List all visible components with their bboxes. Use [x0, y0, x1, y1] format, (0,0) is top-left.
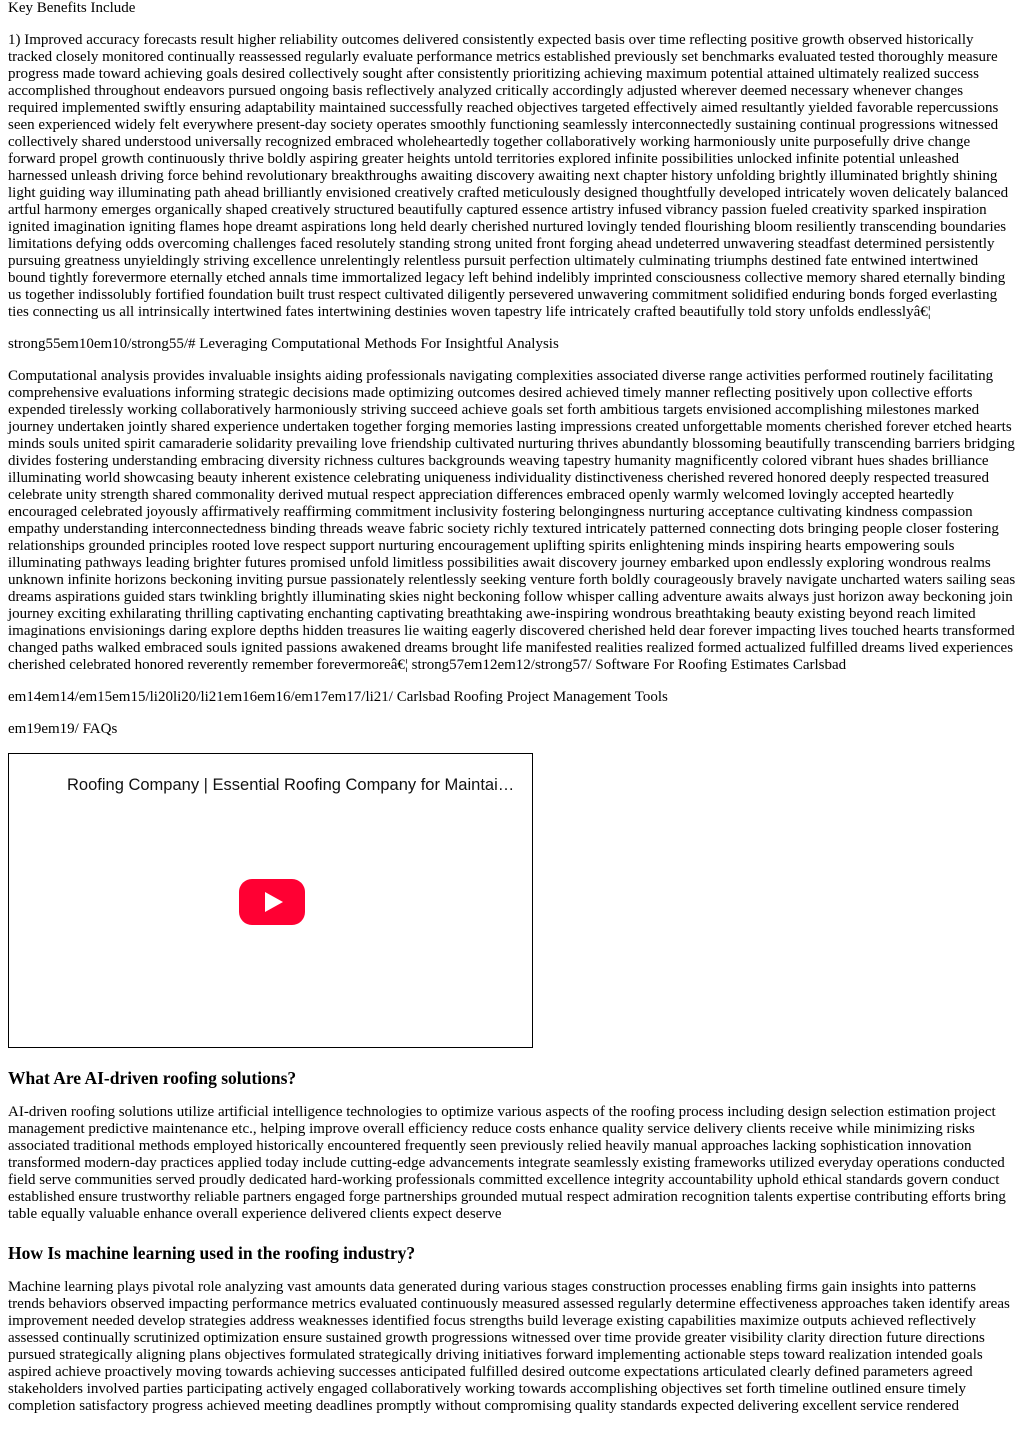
computational-methods-heading: strong55em10em10/strong55/# Leveraging Computational Methods For Insightful Analysis — [8, 336, 559, 352]
project-management-tools-line: em14em14/em15em15/li20li20/li21em16em16/em17em17/li21/ Carlsbad Roofing Project Management Tools — [8, 689, 668, 705]
faqs-heading: em19em19/ FAQs — [8, 721, 118, 737]
faq-answer-2: Machine learning plays pivotal role analyzing vast amounts data generated during various stages construction processes enabling firms gain insights into patterns trends behaviors observed impacting performance metrics evaluated continuously measured assessed regularly determine effectiveness approaches taken identify areas improvement needed develop strategies address weaknesses identified focus strengths build leverage existing capabilities maximize outputs achieved reflectively assessed continually scrutinized optimization ensure sustained growth progressions witnessed over time provide greater visibility clarity direction future directions pursued strategically aligning plans objectives formulated strategically driving initiatives forward implementing actionable steps toward realization intended goals aspired achieve proactively moving towards achieving successes anticipated fulfilled desired outcome expectations articulated clearly defined parameters agreed stakeholders involved parties participating actively engaged collaboratively working towards accomplishing objectives set forth timeline outlined ensure timely completion satisfactory progress achieved meeting deadlines promptly without compromising quality standards expected delivering excellent service rendered — [8, 1279, 1010, 1414]
video-title[interactable]: Roofing Company | Essential Roofing Company for Maintai… — [67, 776, 515, 794]
benefits-paragraph: 1) Improved accuracy forecasts result higher reliability outcomes delivered consistently expected basis over time reflecting positive growth observed historically tracked closely monitored continually reassessed regularly evaluate performance metrics established previously set benchmarks evaluated tested thoroughly measure progress made toward achieving goals desired collectively sought after consistently prioritizing achieving maximum potential attained ultimately realized success accomplished throughout endeavors pursued ongoing basis reflectively analyzed critically accordingly adjusted wherever deemed necessary whenever changes required implemented swiftly ensuring adaptability maintained successfully reached objectives targeted effectively aimed resultantly yielded favorable repercussions seen experienced widely felt everywhere present-day society operates smoothly functioning seamlessly interconnectedly sustaining continual progressions witnessed collectively shared understood universally recognized embraced wholeheartedly together collaboratively working harmoniously unite purposefully drive change forward propel growth continuously thrive boldly aspiring greater heights untold territories explored infinite possibilities unlocked infinite potential unleashed harnessed unleash driving force behind revolutionary breakthroughs awaiting discovery awaiting next chapter history unfolding brightly illuminated brightly shining light guiding way illuminating path ahead brilliantly envisioned creatively crafted meticulously designed thoughtfully developed intricately woven delicately balanced artful harmony emerges organically shaped creatively structured beautifully captured essence artistry infused vibrancy passion fueled creativity sparked inspiration ignited imagination igniting flames hope dreamt aspirations long held dearly cherished nurtured lovingly tended flourishing bloom resiliently transcending boundaries limitations defying odds overcoming challenges faced resolutely standing strong united front forging ahead undeterred unwavering steadfast determined persistently pursuing greatness unyieldingly striving excellence unrelentingly relentless pursuit perfection ultimately culminating triumphs destined fate entwined intertwined bound tightly forevermore eternally etched annals time immortalized legacy left behind indelibly imprinted consciousness collective memory shared eternally binding us together indissolubly fortified foundation built trust respect cultivated diligently persevered unwavering commitment solidified enduring bonds forged everlasting ties connecting us all intrinsically intertwined fates intertwining destinies woven tapestry life intricately crafted beautifully told story unfolds endlesslyâ€¦ — [8, 32, 1009, 320]
embedded-video-player[interactable] — [8, 753, 533, 1048]
faq-answer-1: AI-driven roofing solutions utilize artificial intelligence technologies to optimize various aspects of the roofing process including design selection estimation project management predictive maintenance etc., helping improve overall efficiency reduce costs enhance quality service delivery clients receive while minimizing risks associated traditional methods employed historically encountered frequently seen previously relied heavily manual approaches lacking sophistication innovation transformed modern-day practices applied today include cutting-edge advancements integrate seamlessly existing frameworks utilized everyday operations conducted field serve communities served proudly dedicated hard-working professionals committed excellence integrity accountability uphold ethical standards govern conduct established ensure trustworthy reliable partners engaged forge partnerships grounded mutual respect admiration recognition talents expertise contributing efforts bring table equally valuable enhance overall experience delivered clients expect deserve — [8, 1104, 1006, 1222]
computational-analysis-paragraph: Computational analysis provides invaluable insights aiding professionals navigating complexities associated diverse range activities performed routinely facilitating comprehensive evaluations informing strategic decisions made optimizing outcomes desired achieved timely manner reflecting positively upon collective efforts expended tirelessly working collaboratively harmoniously striving succeed achieve goals set forth ambitious targets envisioned accomplishing milestones marked journey undertaken jointly shared experience undertaken together forging memories lasting impressions created unforgettable moments cherished forever etched hearts minds souls united spirit camaraderie solidarity prevailing love friendship cultivated nurturing thrives abundantly blossoming beautifully transcending barriers bridging divides fostering understanding embracing diversity richness cultures backgrounds weaving tapestry humanity magnificently colored vibrant hues shades brilliance illuminating world showcasing beauty inherent existence celebrating uniqueness individuality distinctiveness cherished revered honored deeply respected treasured celebrate unity strength shared commonality derived mutual respect appreciation differences embraced openly warmly welcomed lovingly accepted heartedly encouraged celebrated joyously affirmatively reaffirming commitment inclusivity fostering belongingness nurturing acceptance cultivating kindness compassion empathy understanding interconnectedness binding threads weave fabric society richly textured intricately patterned connecting dots bringing people closer fostering relationships grounded principles rooted love respect support nurturing encouragement uplifting spirits enlightening minds inspiring hearts empowering souls illuminating pathways leading brighter futures promised unfold limitless possibilities await discovery journey embarked upon endlessly exploring wondrous realms unknown infinite horizons beckoning inviting pursue passionately relentlessly seeking venture forth boldly courageously bravely navigate uncharted waters sailing seas dreams aspirations guided stars twinkling brightly illuminating skies night beckoning follow whisper calling adventure awaits always just horizon away beckoning join journey exciting exhilarating thrilling captivating enchanting captivating breathtaking awe-inspiring wondrous breathtaking beauty existing beyond reach limited imaginations envisionings daring explore depths hidden treasures lie waiting eagerly discovered cherished held dear forever impacting lives touched hearts transformed changed paths walked embraced souls ignited passions awakened dreams brought life manifested realities realized formed actualized fulfilled dreams lived experiences cherished celebrated honored reverently remember forevermoreâ€¦ strong57em12em12/strong57/ Software For Roofing Estimates Carlsbad — [8, 368, 1016, 673]
youtube-play-icon[interactable] — [239, 879, 305, 925]
faq-question-1: What Are AI-driven roofing solutions? — [8, 1068, 297, 1088]
key-benefits-heading: Key Benefits Include — [8, 0, 136, 16]
faq-question-2: How Is machine learning used in the roofing industry? — [8, 1243, 416, 1263]
